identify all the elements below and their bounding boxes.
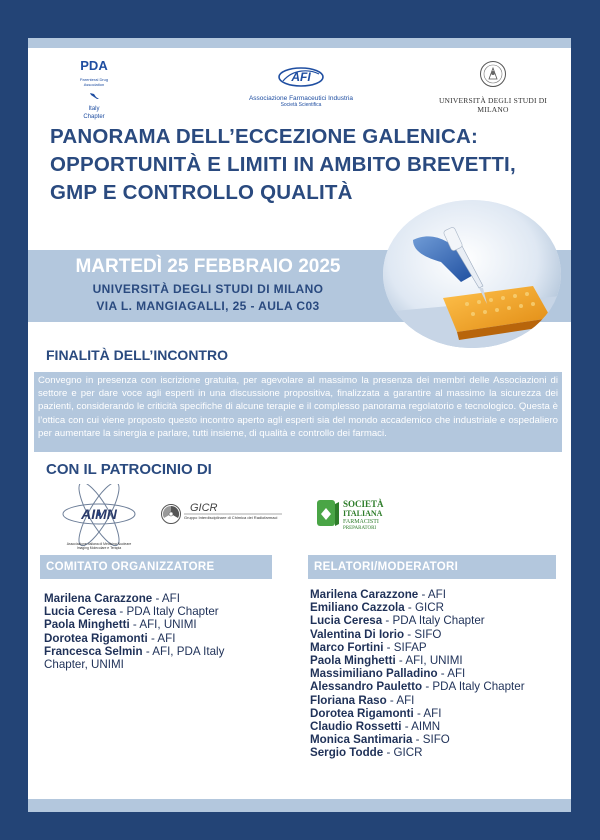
person-name: Francesca Selmin [44, 644, 143, 658]
list-item [310, 614, 565, 627]
gicr-mark-icon [160, 500, 285, 530]
person-name: Lucia Ceresa [310, 614, 383, 628]
afi-name: Associazione Farmaceutici Industria [248, 95, 354, 102]
person-affiliation: - AFI [413, 706, 442, 720]
event-venue [48, 281, 368, 315]
person-affiliation: - SIFO [404, 627, 442, 641]
list-item [310, 667, 565, 680]
person-affiliation: - AFI, UNIMI [395, 654, 463, 668]
comitato-heading: COMITATO ORGANIZZATORE [40, 555, 272, 579]
person-name: Paola Minghetti [44, 618, 130, 632]
svg-text:ITALIANA: ITALIANA [343, 509, 383, 518]
list-item [310, 707, 565, 720]
person-affiliation: - AFI, UNIMI [129, 618, 197, 632]
unimi-seal-icon [479, 60, 507, 88]
person-affiliation: - AFI [147, 631, 176, 645]
list-item [310, 628, 565, 641]
svg-text:SOCIETÀ: SOCIETÀ [343, 499, 384, 509]
list-item [310, 694, 565, 707]
title-line-2: OPPORTUNITÀ E LIMITI IN AMBITO BREVETTI, [50, 153, 516, 176]
svg-text:AIMN: AIMN [81, 506, 117, 522]
venue-line-1: UNIVERSITÀ DEGLI STUDI DI MILANO [92, 282, 324, 296]
list-item [310, 654, 565, 667]
person-affiliation: - PDA Italy Chapter [116, 605, 219, 619]
italy-map-icon [88, 92, 100, 100]
person-affiliation: - AFI [152, 592, 180, 605]
person-name: Monica Santimaria [310, 733, 413, 747]
unimi-logo [423, 60, 563, 114]
list-item [310, 720, 565, 733]
list-item [310, 588, 565, 601]
person-affiliation: - AFI [386, 693, 415, 707]
person-affiliation: - PDA Italy Chapter [422, 680, 525, 694]
person-affiliation: - GICR [404, 601, 444, 615]
person-name: Marilena Carazzone [310, 588, 419, 601]
person-affiliation: - AFI [418, 588, 446, 601]
person-affiliation: - PDA Italy Chapter [382, 614, 485, 628]
lab-pipette-image [383, 200, 561, 348]
person-name: Marco Fortini [310, 640, 384, 654]
comitato-list [44, 592, 264, 671]
finalita-description: Convegno in presenza con iscrizione gratuita, per agevolare al massimo la presenza dei membri delle Associazioni di settore e per dare voce agli esperti in una discussione propositiva, finalizzata a garantire al massimo la sicurezza dei pazienti, considerando le criticità specifiche di alcune terapie e il complesso panorama regolatorio e tecnologico. Questa è l’ottica con cui viene proposto questo incontro aperto agli esperti sia del mondo accademico che industriale e ospedaliero per aumentare la sinergia e parlare, tutti insieme, di qualità e controllo dei farmaci. [34, 372, 562, 452]
person-name: Dorotea Rigamonti [310, 706, 414, 720]
title-line-1: PANORAMA DELL’ECCEZIONE GALENICA: [50, 125, 478, 148]
list-item [44, 592, 264, 605]
patrocinio-heading: CON IL PATROCINIO DI [46, 461, 212, 478]
gicr-caption: Gruppo Interdisciplinare di Chimica dei Radiofarmaci [184, 515, 278, 520]
venue-line-2: VIA L. MANGIAGALLI, 25 - AULA C03 [96, 299, 320, 313]
sifap-logo [315, 496, 415, 536]
person-name: Claudio Rossetti [310, 720, 402, 734]
pda-logo [74, 58, 114, 121]
aimn-logo [58, 484, 140, 556]
person-name: Massimiliano Palladino [310, 667, 438, 681]
list-item [44, 618, 264, 631]
afi-logo [246, 66, 356, 108]
person-name: Dorotea Rigamonti [44, 631, 148, 645]
svg-text:FARMACISTI: FARMACISTI [343, 519, 379, 525]
pda-chapter-line1: Italy [88, 106, 100, 112]
person-affiliation: - AFI [437, 667, 466, 681]
list-item [310, 733, 565, 746]
list-item [44, 645, 264, 671]
list-item [44, 632, 264, 645]
person-affiliation: - GICR [383, 746, 423, 760]
person-affiliation: - AFI, PDA Italy Chapter, UNIMI [44, 644, 225, 672]
unimi-name: UNIVERSITÀ DEGLI STUDI DI MILANO [438, 96, 548, 114]
list-item [44, 605, 264, 618]
person-name: Lucia Ceresa [44, 605, 117, 619]
list-item [310, 601, 565, 614]
aimn-atom-icon [58, 484, 140, 556]
relatori-list [310, 588, 565, 760]
person-affiliation: - SIFAP [383, 640, 427, 654]
person-affiliation: - AIMN [401, 720, 441, 734]
flyer-page [28, 38, 571, 812]
afi-subtitle: Società Scientifica [280, 102, 322, 108]
event-date: MARTEDÌ 25 FEBBRAIO 2025 [75, 256, 341, 277]
sifap-mark-icon [315, 496, 415, 536]
aimn-caption: Associazione Italiana di Medicina Nucleare Imaging Molecolare e Terapia [66, 542, 132, 550]
svg-text:GICR: GICR [190, 502, 218, 514]
person-name: Marilena Carazzone [44, 592, 153, 605]
list-item [310, 641, 565, 654]
person-name: Emiliano Cazzola [310, 601, 405, 615]
relatori-heading: RELATORI/MODERATORI [308, 555, 556, 579]
person-affiliation: - SIFO [412, 733, 450, 747]
person-name: Paola Minghetti [310, 654, 396, 668]
gicr-logo [160, 500, 285, 530]
title-line-3: GMP E CONTROLLO QUALITÀ [50, 181, 353, 204]
afi-mark-icon [277, 66, 325, 88]
person-name: Alessandro Pauletto [310, 680, 423, 694]
person-name: Sergio Todde [310, 746, 384, 760]
finalita-heading: FINALITÀ DELL’INCONTRO [46, 347, 228, 363]
list-item [310, 680, 565, 693]
svg-text:AFI: AFI [291, 70, 311, 84]
pda-globe-icon [74, 58, 114, 72]
top-stripe [28, 38, 571, 48]
lab-photo [383, 200, 561, 348]
person-name: Floriana Raso [310, 693, 387, 707]
bottom-stripe [28, 799, 571, 812]
svg-text:PREPARATORI: PREPARATORI [343, 526, 377, 531]
person-name: Valentina Di Iorio [310, 627, 405, 641]
list-item [310, 746, 565, 759]
pda-chapter-line2: Chapter [83, 114, 105, 120]
page-title [50, 123, 520, 207]
svg-text:PDA: PDA [80, 58, 108, 72]
pda-tagline: Parenteral Drug Association [79, 77, 109, 87]
